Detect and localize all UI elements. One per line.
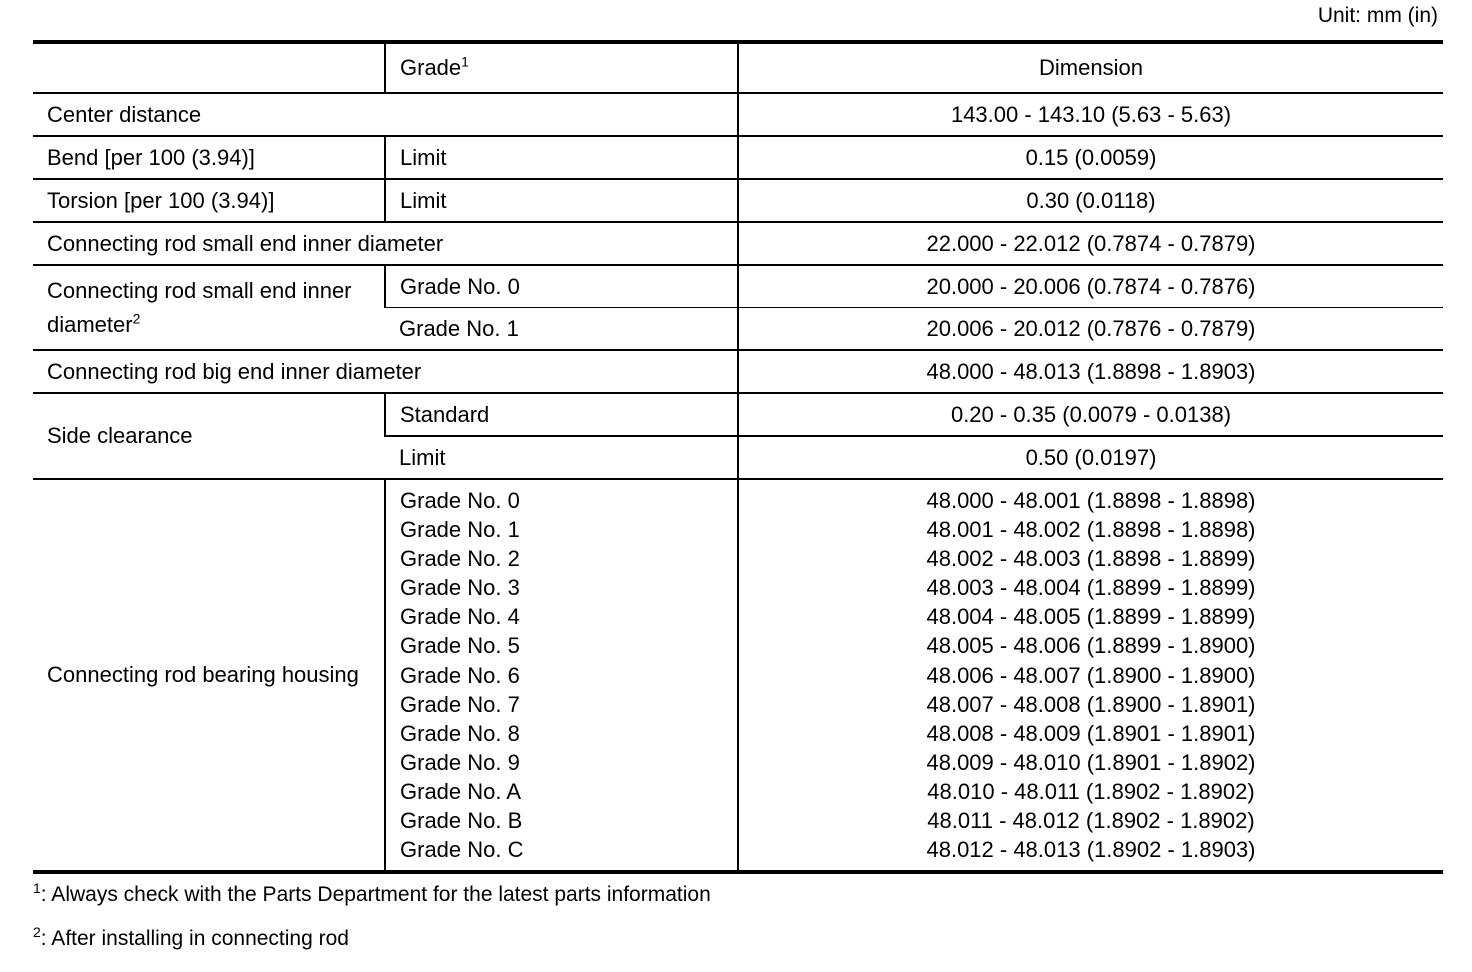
row-item: Connecting rod big end inner diameter <box>33 350 738 393</box>
row-item: Center distance <box>33 93 738 136</box>
list-item: Grade No. 6 <box>400 662 520 688</box>
list-item: Grade No. 7 <box>400 691 520 717</box>
list-item: Grade No. B <box>400 808 523 834</box>
row-grade: Grade No. 1 <box>385 308 738 351</box>
row-item: Bend [per 100 (3.94)] <box>33 136 385 179</box>
table-row <box>33 265 1443 308</box>
list-item: 48.003 - 48.004 (1.8899 - 1.8899) <box>926 575 1256 601</box>
list-item: Grade No. 0 <box>400 488 520 513</box>
list-item: Grade No. C <box>400 837 524 863</box>
row-value: 143.00 - 143.10 (5.63 - 5.63) <box>738 93 1443 136</box>
list-item: 48.004 - 48.005 (1.8899 - 1.8899) <box>926 604 1256 630</box>
footnote-ref-1: 1 <box>461 53 469 70</box>
list-item: Grade No. 8 <box>400 720 520 746</box>
unit-label: Unit: mm (in) <box>1317 4 1438 27</box>
list-item: 48.001 - 48.002 (1.8898 - 1.8898) <box>926 517 1256 543</box>
row-grade: Limit <box>385 436 738 479</box>
value-list <box>738 479 1443 872</box>
footnotes <box>33 876 711 964</box>
list-item: 48.010 - 48.011 (1.8902 - 1.8902) <box>927 778 1255 804</box>
list-item: 48.005 - 48.006 (1.8899 - 1.8900) <box>926 633 1256 659</box>
row-item <box>33 265 385 350</box>
row-value: 0.15 (0.0059) <box>738 136 1443 179</box>
footnote-ref-2: 2 <box>132 310 141 327</box>
list-item: Grade No. 9 <box>400 749 520 775</box>
footnote-mark: 1 <box>33 880 41 896</box>
connecting-rod-spec-table <box>33 40 1443 874</box>
header-grade-text: Grade <box>400 55 462 80</box>
row-value: 48.000 - 48.013 (1.8898 - 1.8903) <box>738 350 1443 393</box>
table-row <box>33 179 1443 222</box>
row-item: Connecting rod bearing housing <box>33 479 385 872</box>
row-grade: Grade No. 0 <box>385 265 738 308</box>
grade-list <box>385 479 738 872</box>
list-item: 48.007 - 48.008 (1.8900 - 1.8901) <box>926 691 1256 717</box>
list-item: 48.008 - 48.009 (1.8901 - 1.8901) <box>926 720 1256 746</box>
header-dimension: Dimension <box>738 42 1443 93</box>
footnote-1 <box>33 876 711 920</box>
row-value: 22.000 - 22.012 (0.7874 - 0.7879) <box>738 222 1443 265</box>
list-item: 48.000 - 48.001 (1.8898 - 1.8898) <box>926 488 1256 513</box>
list-item: 48.012 - 48.013 (1.8902 - 1.8903) <box>926 837 1256 863</box>
table-row <box>33 136 1443 179</box>
row-item: Connecting rod small end inner diameter <box>33 222 738 265</box>
header-grade <box>385 42 738 93</box>
list-item: Grade No. 3 <box>400 575 520 601</box>
row-value: 0.30 (0.0118) <box>738 179 1443 222</box>
footnote-text: : After installing in connecting rod <box>40 927 349 950</box>
footnote-2 <box>33 920 711 964</box>
footnote-mark: 2 <box>33 924 41 940</box>
list-item: 48.011 - 48.012 (1.8902 - 1.8902) <box>927 808 1255 834</box>
row-grade: Limit <box>385 136 738 179</box>
list-item: Grade No. A <box>400 778 522 804</box>
table-row <box>33 93 1443 136</box>
footnote-text: : Always check with the Parts Department for the latest parts information <box>40 883 711 906</box>
row-item: Side clearance <box>33 393 385 479</box>
list-item: 48.002 - 48.003 (1.8898 - 1.8899) <box>926 546 1256 572</box>
row-grade: Standard <box>385 393 738 436</box>
row-value: 20.000 - 20.006 (0.7874 - 0.7876) <box>738 265 1443 308</box>
list-item: Grade No. 2 <box>400 546 520 572</box>
row-grade: Limit <box>385 179 738 222</box>
header-row <box>33 42 1443 93</box>
row-value: 0.20 - 0.35 (0.0079 - 0.0138) <box>738 393 1443 436</box>
header-item <box>33 42 385 93</box>
row-item: Torsion [per 100 (3.94)] <box>33 179 385 222</box>
list-item: Grade No. 1 <box>400 517 520 543</box>
table-row <box>33 393 1443 436</box>
row-value: 20.006 - 20.012 (0.7876 - 0.7879) <box>738 308 1443 351</box>
list-item: 48.009 - 48.010 (1.8901 - 1.8902) <box>926 749 1256 775</box>
list-item: Grade No. 5 <box>400 633 520 659</box>
table-row <box>33 479 1443 872</box>
row-value: 0.50 (0.0197) <box>738 436 1443 479</box>
list-item: Grade No. 4 <box>400 604 520 630</box>
table-row <box>33 350 1443 393</box>
list-item: 48.006 - 48.007 (1.8900 - 1.8900) <box>926 662 1256 688</box>
row-item-text: Connecting rod small end inner diameter <box>47 277 352 337</box>
table-row <box>33 222 1443 265</box>
